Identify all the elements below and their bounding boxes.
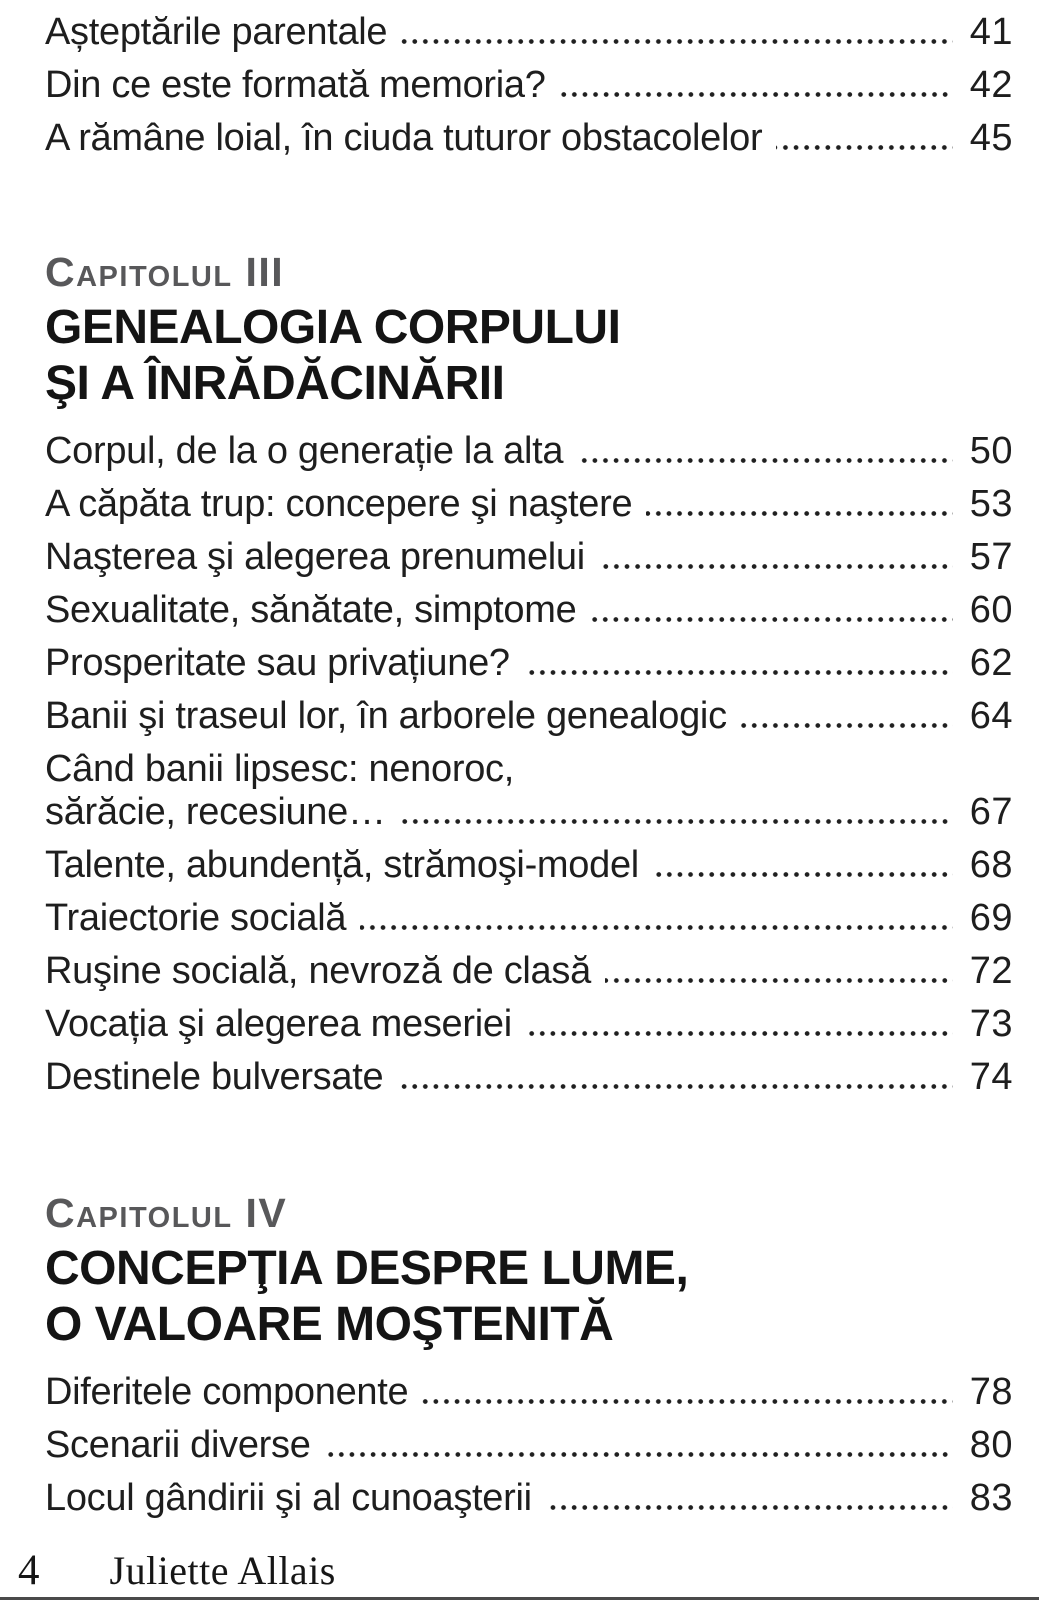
dot-leader (646, 511, 952, 516)
chapter-title-line2: O VALOARE MOŞTENITĂ (45, 1298, 614, 1351)
chapter-section-3 (45, 248, 1013, 1109)
toc-entry (45, 1371, 1013, 1413)
toc-entry-page-number: 60 (969, 589, 1013, 631)
toc-entry (45, 1424, 1013, 1466)
toc-entry-title: Traiectorie socială (45, 897, 347, 939)
toc-entry-page-number: 83 (969, 1477, 1013, 1519)
toc-entry-title: Naşterea şi alegerea prenumelui (45, 536, 585, 578)
toc-entry-page-number: 42 (969, 64, 1013, 106)
dot-leader (422, 1399, 952, 1404)
chapter-entries (45, 1371, 1013, 1530)
toc-entry (45, 64, 1013, 106)
toc-entry-title: Locul gândirii şi al cunoaşterii (45, 1477, 532, 1519)
chapter-label: Capitolul III (45, 249, 285, 295)
toc-entry-title: A căpăta trup: concepere şi naştere (45, 483, 633, 525)
chapter-title-line1: CONCEPŢIA DESPRE LUME, (45, 1242, 689, 1295)
toc-entry-wrapped-line (45, 748, 1013, 790)
chapter-title-line2: ŞI A ÎNRĂDĂCINĂRII (45, 357, 505, 410)
toc-entry (45, 1003, 1013, 1045)
toc-entry-page-number: 69 (969, 897, 1013, 939)
toc-entry (45, 897, 1013, 939)
toc-entry-title: Când banii lipsesc: nenoroc, (45, 748, 514, 790)
toc-entry-page-number: 57 (969, 536, 1013, 578)
dot-leader (590, 617, 952, 622)
toc-entry (45, 791, 1013, 833)
toc-entry (45, 1477, 1013, 1519)
toc-entry-title: sărăcie, recesiune… (45, 791, 386, 833)
toc-entry-title: Ruşine socială, nevroză de clasă (45, 950, 591, 992)
toc-entry-page-number: 53 (969, 483, 1013, 525)
toc-entry-title: Banii şi traseul lor, în arborele genealogic (45, 695, 727, 737)
toc-entry-page-number: 78 (969, 1371, 1013, 1413)
toc-entry-page-number: 72 (969, 950, 1013, 992)
toc-entry (45, 117, 1013, 159)
toc-entry-page-number: 67 (969, 791, 1013, 833)
toc-entry-title: Vocația şi alegerea meseriei (45, 1003, 512, 1045)
toc-entry-title: Corpul, de la o generație la alta (45, 430, 564, 472)
chapter-title-line1: GENEALOGIA CORPULUI (45, 301, 621, 354)
footer-page-number: 4 (18, 1547, 40, 1594)
toc-entry-page-number: 45 (969, 117, 1013, 159)
chapter-label: Capitolul IV (45, 1190, 288, 1236)
toc-entry-title: Diferitele componente (45, 1371, 409, 1413)
dot-leader (400, 819, 953, 824)
toc-entry-title: Sexualitate, sănătate, simptome (45, 589, 577, 631)
toc-entry-page-number: 73 (969, 1003, 1013, 1045)
toc-entry-title: Din ce este formată memoria? (45, 64, 546, 106)
chapter-section-4 (45, 1189, 1013, 1530)
toc-entry (45, 483, 1013, 525)
toc-entry (45, 430, 1013, 472)
toc-entry-page-number: 64 (969, 695, 1013, 737)
footer-author: Juliette Allais (109, 1548, 336, 1593)
toc-entry-title: Scenarii diverse (45, 1424, 311, 1466)
toc-entry-page-number: 41 (969, 11, 1013, 53)
toc-entry (45, 950, 1013, 992)
toc-entry-page-number: 68 (969, 844, 1013, 886)
dot-leader (401, 39, 952, 44)
dot-leader (741, 723, 953, 728)
dot-leader (577, 458, 952, 463)
dot-leader (776, 145, 952, 150)
chapter-entries (45, 430, 1013, 1109)
toc-entry-page-number: 74 (969, 1056, 1013, 1098)
dot-leader (397, 1084, 952, 1089)
toc-entry-title: Talente, abundență, strămoşi-model (45, 844, 639, 886)
toc-entry-title: Așteptările parentale (45, 11, 388, 53)
dot-leader (325, 1452, 953, 1457)
toc-entry (45, 695, 1013, 737)
toc-entry-title: Prosperitate sau privațiune? (45, 642, 510, 684)
toc-entry-page-number: 50 (969, 430, 1013, 472)
dot-leader (605, 978, 953, 983)
dot-leader (526, 1031, 953, 1036)
toc-entry (45, 589, 1013, 631)
dot-leader (546, 1505, 953, 1510)
page-footer (18, 1546, 336, 1595)
toc-entry (45, 1056, 1013, 1098)
toc-entry (45, 642, 1013, 684)
toc-entry (45, 536, 1013, 578)
toc-entry (45, 11, 1013, 53)
dot-leader (524, 670, 953, 675)
dot-leader (560, 92, 953, 97)
dot-leader (599, 564, 953, 569)
toc-entry-title: Destinele bulversate (45, 1056, 384, 1098)
toc-entry (45, 844, 1013, 886)
toc-entry-page-number: 62 (969, 642, 1013, 684)
toc-entry-page-number: 80 (969, 1424, 1013, 1466)
dot-leader (653, 872, 953, 877)
dot-leader (360, 925, 952, 930)
toc-entry-title: A rămâne loial, în ciuda tuturor obstacolelor (45, 117, 763, 159)
